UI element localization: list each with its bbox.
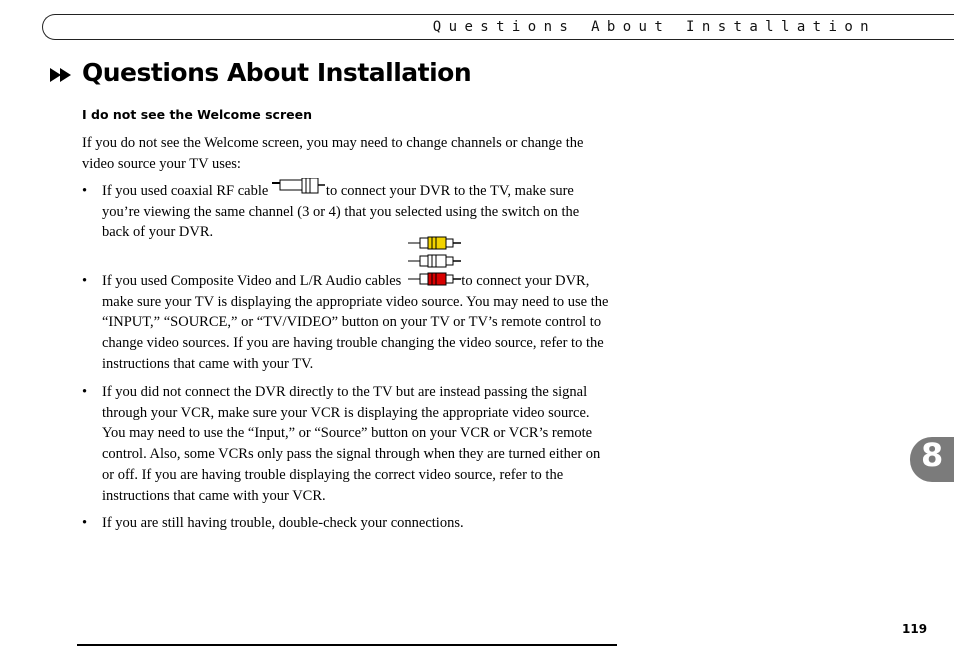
coaxial-rf-cable-icon [272,178,326,198]
bullet-text: If you are still having trouble, double-check your connections. [102,515,464,531]
intro-line-1: If you do not see the Welcome screen, you may need to change channels or change the [82,135,584,151]
bullet-text: If you did not connect the DVR directly to the TV but are instead passing the signal through your VCR, make sure your VCR is displaying the appropriate video source. You may need to use the “Input,” or “Source” button on your VCR or VCR’s remote control. Also, some VCRs only pass the signal through when they are turned either on or off. If you are having trouble displaying the correct video source, refer to the instructions that came with your VCR. [102,384,601,504]
chapter-number: 8 [921,436,944,474]
bullet-marker: • [82,183,88,199]
list-item [82,271,612,375]
list-item [82,181,612,243]
section-heading: I do not see the Welcome screen [82,107,312,122]
page-number: 119 [902,622,928,636]
intro-paragraph [82,133,612,174]
bullet-text-post: to connect your DVR to the TV, make sure [325,183,574,199]
bullet-text-pre: If you used Composite Video and L/R Audio cables [102,273,402,289]
bullet-marker: • [82,384,88,400]
bullet-text-post: to connect your DVR, [461,273,590,289]
bullet-text-pre: If you used coaxial RF cable [102,183,272,199]
running-header-title: Questions About Installation [432,19,876,35]
intro-line-2: video source your TV uses: [82,155,241,172]
bullet-text-rest: make sure your TV is displaying the appropriate video source. You may need to use the “INPUT,” “SOURCE,” or “TV/VIDEO” button on your TV or TV’s remote control to change video sources. If you are having trouble changing the video source, refer to the instructions that came with your TV. [102,293,609,372]
page-title: Questions About Installation [82,58,472,87]
bullet-text-line3: back of your DVR. [102,224,214,241]
footer-rule [77,644,617,646]
list-item [82,513,612,534]
bullet-marker: • [82,515,88,531]
double-arrow-icon [50,68,72,82]
bullet-marker: • [82,273,88,289]
list-item [82,382,612,506]
bullet-text-line2: you’re viewing the same channel (3 or 4) that you selected using the switch on the [102,203,580,220]
